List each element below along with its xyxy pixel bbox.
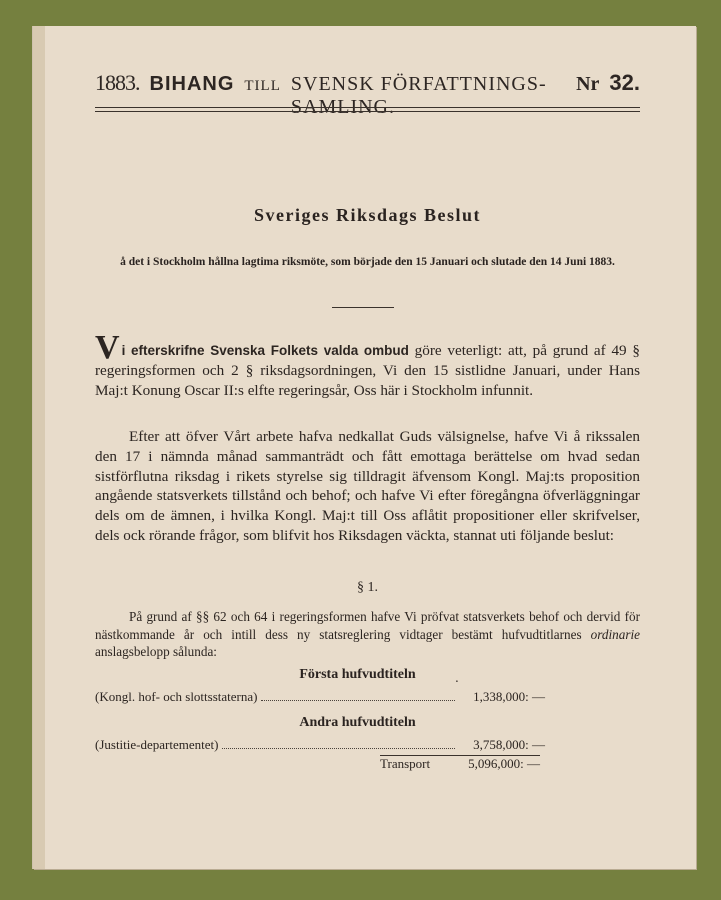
title-divider (332, 307, 394, 308)
entry-amount: 1,338,000: — (473, 689, 545, 704)
header-till: TILL (244, 78, 281, 94)
budget-entry (95, 689, 545, 705)
transport-amount: 5,096,000: — (468, 756, 540, 771)
paragraph-3-italic: ordinarie (590, 626, 640, 642)
leader-dots (222, 748, 455, 749)
header-rule-bottom (95, 111, 640, 112)
leader-dots (261, 700, 455, 701)
dropcap: V (95, 329, 120, 366)
transport-label: Transport (380, 756, 431, 771)
paragraph-3 (95, 608, 640, 661)
header-rule-top (95, 107, 640, 108)
header-nr: Nr (576, 73, 600, 95)
document-title: Sveriges Riksdags Beslut (253, 205, 482, 225)
paragraph-1-bold: i efterskrifne Svenska Folkets valda ombud (121, 343, 409, 358)
page-binding-edge (33, 26, 45, 869)
section-number: § 1. (357, 580, 378, 595)
paragraph-1 (95, 329, 640, 400)
header-number: 32. (609, 70, 640, 95)
header-bihang: BIHANG (149, 73, 235, 95)
budget-entry (95, 737, 545, 753)
heading-forsta-hufvudtiteln: Första hufvudtiteln (299, 667, 416, 682)
paragraph-2: Efter att öfver Vårt arbete hafva nedkallat Guds välsignelse, hafve Vi å rikssalen den 17 i nämnda månad sammanträdt och fått emottaga berättelse om hvad sedan sistförflutna riksdag i rikets styrelse sig tilldragit äfvensom Kongl. Maj:ts proposition angående statsverkets tillstånd och behof; och hafve Vi efter föregångna öfverläggningar dels om de ämnen, i hvilka Kongl. Maj:t till Oss aflåtit propositioner eller skrifvelser, dels ock rörande frågor, som blifvit hos Riksdagen väckta, stannat uti följande beslut: (95, 428, 640, 544)
entry-amount: 3,758,000: — (473, 737, 545, 752)
entry-label: (Kongl. hof- och slottsstaterna) (95, 689, 258, 704)
paragraph-1-text: göre veterligt: att, på grund af 49 § regeringsformen och 2 § riksdagsordningen, Vi den 15 sistlidne Januari, under Hans Maj:t Konung Oscar II:s elfte regeringsår, Oss här i Stockholm infunnit. (95, 342, 640, 399)
page-header (95, 70, 640, 118)
entry-label: (Justitie-departementet) (95, 737, 219, 752)
document-subtitle: å det i Stockholm hållna lagtima riksmöte, som började den 15 Januari och slutade den 14 Juni 1883. (120, 256, 615, 268)
heading-andra-hufvudtiteln: Andra hufvudtiteln (299, 715, 416, 730)
header-year: 1883. (95, 70, 140, 95)
transport-total (380, 756, 540, 772)
paragraph-3-text-b: anslagsbelopp sålunda: (95, 644, 217, 659)
paragraph-3-text-a: På grund af §§ 62 och 64 i regeringsformen hafve Vi pröfvat statsverkets behof och dervid för nästkommande år och intill dess ny statsreglering vidtager bestämt hufvudtitlarnes (95, 609, 640, 642)
stray-mark: . (455, 671, 459, 685)
header-publication: SVENSK FÖRFATTNINGS-SAMLING. (290, 73, 547, 118)
